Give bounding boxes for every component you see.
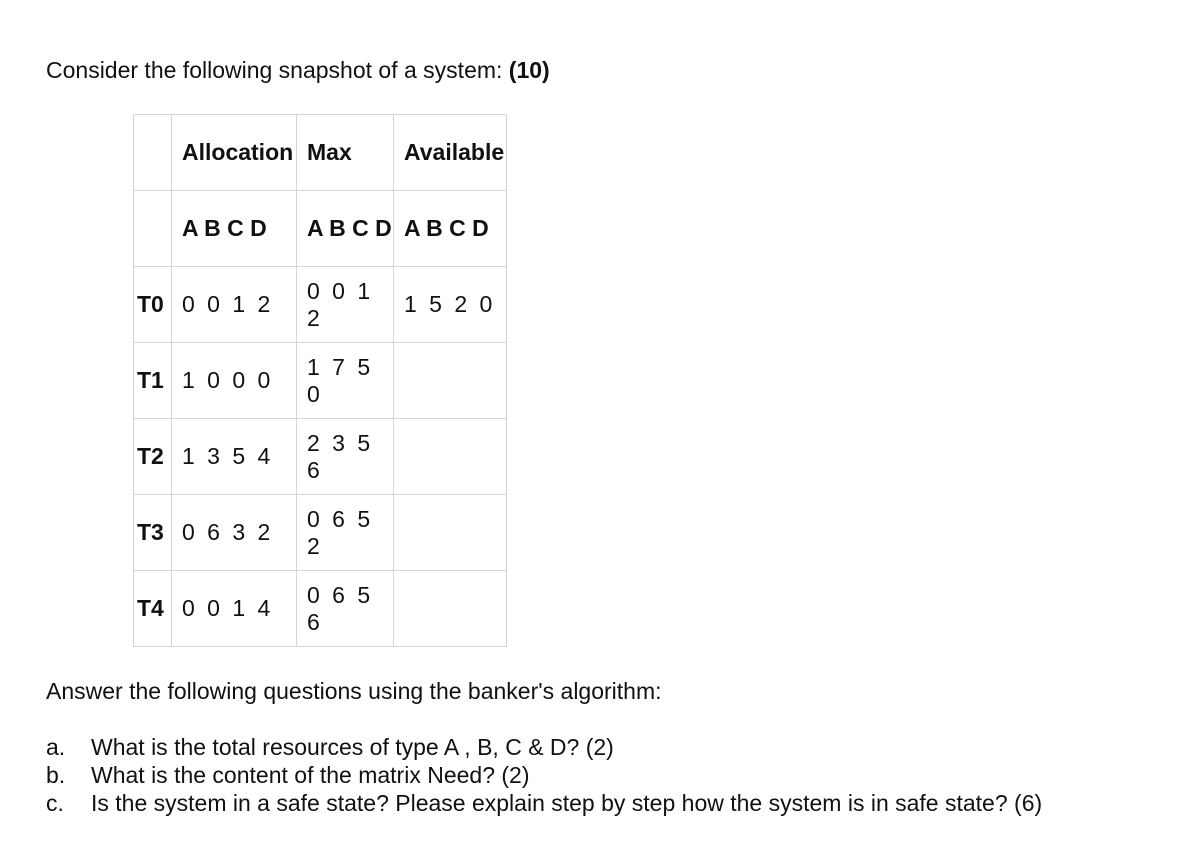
max-cell: 0 0 1 2 (297, 267, 394, 343)
thread-label: T2 (134, 419, 172, 495)
allocation-cell: 1 3 5 4 (172, 419, 297, 495)
max-header: Max (297, 115, 394, 191)
available-header: Available (394, 115, 507, 191)
allocation-resource-labels: A B C D (172, 191, 297, 267)
allocation-cell: 0 6 3 2 (172, 495, 297, 571)
question-marker: c. (46, 790, 64, 816)
table-row (134, 571, 507, 647)
allocation-cell: 0 0 1 4 (172, 571, 297, 647)
question-text: Is the system in a safe state? Please explain step by step how the system is in safe state? (6) (91, 790, 1043, 816)
max-cell: 1 7 5 0 (297, 343, 394, 419)
max-resource-labels: A B C D (297, 191, 394, 267)
available-cell (394, 343, 507, 419)
available-resource-labels: A B C D (394, 191, 507, 267)
max-cell: 2 3 5 6 (297, 419, 394, 495)
table-row (134, 267, 507, 343)
problem-marks: (10) (508, 57, 550, 83)
allocation-cell: 0 0 1 2 (172, 267, 297, 343)
question-item (46, 789, 1042, 817)
table-row (134, 419, 507, 495)
thread-label: T0 (134, 267, 172, 343)
question-item (46, 733, 1042, 761)
question-list (46, 733, 1042, 817)
table-row (134, 495, 507, 571)
subheader-row (134, 191, 507, 267)
question-text: What is the total resources of type A , B, C & D? (2) (91, 734, 614, 760)
problem-statement (46, 57, 550, 84)
question-item (46, 761, 1042, 789)
thread-label: T4 (134, 571, 172, 647)
question-marker: a. (46, 734, 66, 760)
header-row (134, 115, 507, 191)
questions-intro: Answer the following questions using the banker's algorithm: (46, 678, 662, 704)
max-cell: 0 6 5 6 (297, 571, 394, 647)
question-marker: b. (46, 762, 66, 788)
available-cell (394, 571, 507, 647)
question-text: What is the content of the matrix Need? (2) (91, 762, 530, 788)
available-cell (394, 495, 507, 571)
available-cell (394, 419, 507, 495)
snapshot-table (133, 114, 507, 647)
allocation-header: Allocation (172, 115, 297, 191)
table-row (134, 343, 507, 419)
allocation-cell: 1 0 0 0 (172, 343, 297, 419)
corner-cell (134, 115, 172, 191)
problem-statement-text: Consider the following snapshot of a system: (46, 57, 509, 83)
corner-cell-2 (134, 191, 172, 267)
max-cell: 0 6 5 2 (297, 495, 394, 571)
available-cell: 1 5 2 0 (394, 267, 507, 343)
thread-label: T1 (134, 343, 172, 419)
thread-label: T3 (134, 495, 172, 571)
